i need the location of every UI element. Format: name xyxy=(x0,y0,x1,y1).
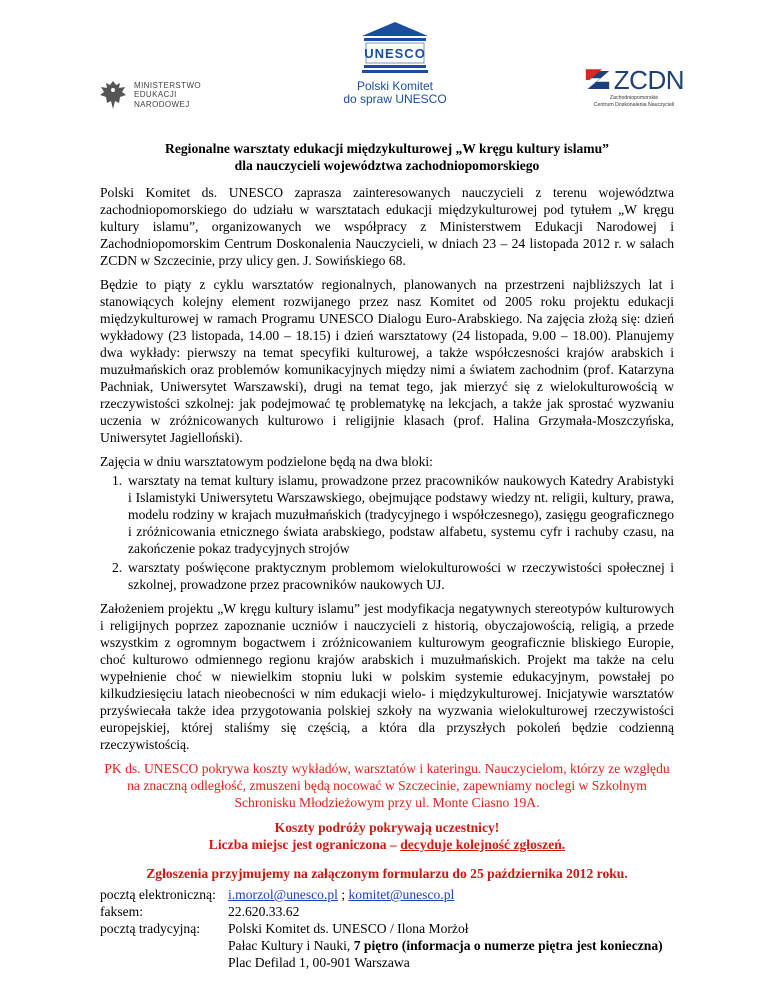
post-address-line-2 xyxy=(228,937,674,954)
title-line-1: Regionalne warsztaty edukacji międzykulturowej „W kręgu kultury islamu” xyxy=(165,141,609,156)
funding-notice: PK ds. UNESCO pokrywa koszty wykładów, warsztatów i kateringu. Nauczycielom, którzy ze względu na znaczną odległość, zmuszeni będą nocować w Szczecinie, zapewniamy noclegi w Szkolnym Schronisku Młodzieżowym przy ul. Monte Ciasno 19A. xyxy=(104,761,670,810)
list-item-number: 2. xyxy=(112,560,123,575)
blocks-intro: Zajęcia w dniu warsztatowym podzielone będą na dwa bloki: xyxy=(100,454,433,469)
list-item xyxy=(100,559,674,593)
list-item xyxy=(100,472,674,557)
unesco-line-2: do spraw UNESCO xyxy=(343,92,447,106)
zcdn-line-1: Zachodniopomorskie xyxy=(609,95,659,101)
list-item-text: warsztaty poświęcone praktycznym problemom wielokulturowości w rzeczywistości społecznej i szkolnej, prowadzone przez pracowników naukowych UJ. xyxy=(128,560,674,592)
project-goal-paragraph: Założeniem projektu „W kręgu kultury islamu” jest modyfikacja negatywnych stereotypów kulturowych i religijnych poprzez zapoznanie uczniów i nauczycieli z historią, obyczajowością, religią, a przede wszystkim z ogromnym bogactwem i zróżnicowaniem kulturowym geograficznie bliskiego Europie, choć kulturowo odmiennego regionu krajów arabskich i muzułmańskich. Projekt ma także na celu wypełnienie choć w niewielkim stopniu luki w polskim systemie edukacyjnym, powstałej po kilkudziesięciu latach nieobecności w nim edukacji wielo- i międzykulturowej. Inicjatywie warsztatów przyświecała także idea przygotowania polskiej szkoły na wyzwania wielokulturowej rzeczywistości europejskiej, której staliśmy się częścią, a która dla przyszłych pokoleń będzie codzienną rzeczywistością. xyxy=(100,601,674,752)
email-label: pocztą elektroniczną: xyxy=(100,887,216,902)
unesco-wordmark: UNESCO xyxy=(364,46,426,61)
post-address-line-2-prefix: Pałac Kultury i Nauki, xyxy=(228,938,354,953)
list-item-text: warsztaty na temat kultury islamu, prowadzone przez pracowników naukowych Katedry Arabistyki i Islamistyki Uniwersytetu Warszawskiego, obejmujące podstawy wiedzy nt. religii, kultury, prawa, modelu rodziny w krajach muzułmańskich (tradycyjnego i współczesnego), zasięgu geograficznego i zróżnicowania etnicznego świata arabskiego, podstaw alfabetu, systemu cyfr i rachuby czasu, na zakończenie pokaz tradycyjnych strojów xyxy=(128,473,674,556)
list-item-number: 1. xyxy=(112,473,123,488)
email-link-komitet[interactable]: komitet@unesco.pl xyxy=(348,887,455,902)
ministry-line-1: MINISTERSTWO xyxy=(134,80,202,90)
seat-limit-underlined: decyduje kolejność zgłoszeń. xyxy=(400,837,566,852)
workshop-blocks-list xyxy=(100,472,674,593)
post-label: pocztą tradycyjną: xyxy=(100,921,201,936)
unesco-logo xyxy=(335,20,455,106)
zcdn-logo xyxy=(584,66,684,108)
zcdn-line-2: Centrum Doskonalenia Nauczycieli xyxy=(593,101,675,108)
document-title xyxy=(100,140,674,174)
travel-costs-notice: Koszty podróży pokrywają uczestnicy! xyxy=(274,820,500,835)
seat-limit-notice xyxy=(100,836,674,853)
post-address-line-3: Plac Defilad 1, 00-901 Warszawa xyxy=(228,955,410,970)
seat-limit-prefix: Liczba miejsc jest ograniczona – xyxy=(208,837,401,852)
post-address-line-1: Polski Komitet ds. UNESCO / Ilona Morżoł xyxy=(228,921,469,936)
post-address-line-2-bold: 7 piętro (informacja o numerze piętra jest konieczna) xyxy=(353,938,663,953)
email-separator: ; xyxy=(337,887,349,902)
intro-paragraph: Polski Komitet ds. UNESCO zaprasza zainteresowanych nauczycieli z terenu województwa zachodniopomorskiego do udziału w warsztatach edukacji międzykulturowej pod tytułem „W kręgu kultury islamu”, organizowanych we współpracy z Ministerstwem Edukacji Narodowej i Zachodniopomorskim Centrum Doskonalenia Nauczycieli, w dniach 23 – 24 listopada 2012 r. w salach ZCDN w Szczecinie, przy ulicy gen. J. Sowińskiego 68. xyxy=(100,185,674,268)
title-line-2: dla nauczycieli województwa zachodniopomorskiego xyxy=(234,158,540,173)
zcdn-flag-icon xyxy=(584,66,613,94)
ministry-line-2: EDUKACJI xyxy=(134,90,177,100)
contact-details xyxy=(100,886,674,971)
post-address xyxy=(228,920,674,971)
unesco-line-1: Polski Komitet xyxy=(356,79,434,93)
zcdn-letters: ZCDN xyxy=(613,65,684,95)
program-paragraph: Będzie to piąty z cyklu warsztatów regionalnych, planowanych na przestrzeni najbliższych lat i stanowiących kolejny element rozwijanego przez nasz Komitet od 2005 roku projektu edukacji międzykulturowej w ramach Programu UNESCO Dialogu Euro-Arabskiego. Na zajęcia złożą się: dzień wykładowy (23 listopada, 14.00 – 18.15) i dzień warsztatowy (24 listopada, 9.00 – 18.00). Planujemy dwa wykłady: pierwszy na temat specyfiki kulturowej, a także współczesności krajów arabskich i muzułmańskich oraz problemów komunikacyjnych między nimi a światem zachodnim (prof. Katarzyna Pachniak, Uniwersytet Warszawski), drugi na temat tego, jak mierzyć się z wielokulturowością w rzeczywistości szkolnej: jak podejmować tę problematykę na lekcjach, a także jak sprostać wyzwaniu uczenia w zróżnicowanych kulturowo i religijnie klasach (prof. Halina Grzymała-Moszczyńska, Uniwersytet Jagielloński). xyxy=(100,277,674,445)
eagle-emblem-icon xyxy=(98,78,128,112)
main-content xyxy=(100,140,674,971)
email-values xyxy=(228,886,674,903)
ministry-logo xyxy=(98,78,201,112)
fax-value: 22.620.33.62 xyxy=(228,904,300,919)
registration-deadline: Zgłoszenia przyjmujemy na załączonym formularzu do 25 października 2012 roku. xyxy=(146,866,628,881)
unesco-temple-icon xyxy=(360,20,430,76)
ministry-line-3: NARODOWEJ xyxy=(134,99,190,109)
email-link-morzol[interactable]: i.morzol@unesco.pl xyxy=(228,887,338,902)
fax-label: faksem: xyxy=(100,904,144,919)
